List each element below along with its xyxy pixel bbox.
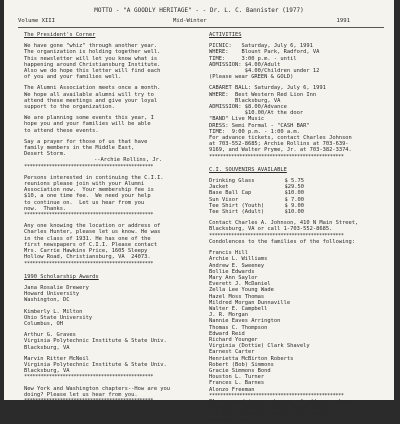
- issue-season: Mid-Winter: [173, 18, 207, 24]
- presidents-paragraph-1: [24, 43, 194, 80]
- text-line: For advance tickets, contact Charles Johnson: [209, 135, 352, 142]
- condolence-name: Andrew E. Sweeney: [209, 262, 265, 269]
- star-divider: ***********************************************: [24, 260, 154, 267]
- star-divider: *************************************************: [209, 232, 344, 239]
- address-change-notice: [209, 399, 389, 424]
- souvenirs-heading: C.I. SOUVENIRS AVAILABLE: [209, 166, 287, 173]
- award-location: Blacksburg, VA: [24, 368, 70, 375]
- text-line: of you and your families well.: [24, 74, 122, 81]
- condolence-name: J. R. Morgan: [209, 312, 248, 319]
- star-divider: *************************************************: [209, 153, 344, 160]
- text-line: support to the organization.: [24, 104, 115, 111]
- award-location: Columbus, OH: [24, 320, 63, 327]
- souvenir-name: Jacket: [209, 184, 229, 191]
- text-line: ADMISSION: $8.00/Advance: [209, 104, 287, 111]
- text-line: now. Thanks.: [24, 205, 67, 212]
- text-line: $10.00/At the door: [209, 110, 304, 117]
- condolence-name: Francis Hill: [209, 250, 248, 257]
- header-rule: [18, 27, 384, 28]
- award-location: Washington, DC: [24, 297, 70, 304]
- text-line: WHERE: Blount Park, Radford, VA: [209, 49, 320, 56]
- text-line: Say a prayer for those of us that have: [24, 138, 148, 145]
- condolences-list: [209, 250, 389, 393]
- text-line: Blacksburg, VA or call 1-703-552-8685.: [209, 226, 333, 233]
- award-school: Virginia Polytechnic Institute & State Univ.: [24, 361, 167, 368]
- scholarship-award: [24, 309, 194, 328]
- souvenir-price: $ 5.75: [284, 178, 304, 185]
- souvenir-price: $29.50: [284, 184, 304, 191]
- condolence-name: Earnest Carter: [209, 349, 255, 356]
- text-line: to continue on. Let us hear from you: [24, 199, 145, 206]
- text-line: Charles Hunter, please let us know. He was: [24, 229, 161, 236]
- award-recipient: Marvin Ritter McNeil: [24, 355, 89, 362]
- text-line: to attend these events.: [24, 127, 99, 134]
- text-line: first newspapers of C.I.I. Please contact: [24, 241, 158, 248]
- award-school: Virginia Polytechnic Institute & State Univ.: [24, 338, 167, 345]
- condolence-name: Everett J. McDaniel: [209, 281, 271, 288]
- text-line: Please send in any changes of address, phone: [209, 398, 352, 405]
- star-divider: ***********************************************: [24, 163, 154, 170]
- newsletter-page: [4, 0, 394, 424]
- condolence-name: Alonzo Freeman: [209, 386, 255, 393]
- text-line: accurate records.: [209, 417, 265, 424]
- souvenir-price: $10.00: [284, 190, 304, 197]
- award-school: Ohio State University: [24, 314, 93, 321]
- souvenir-price: $ 7.00: [284, 196, 304, 203]
- condolence-name: Virginia (Dottie) Clark Shavely: [209, 343, 310, 350]
- award-recipient: Arthur G. Graves: [24, 332, 76, 339]
- condolence-name: Walter E. Campbell: [209, 305, 268, 312]
- text-line: Any one knowing the location or address of: [24, 223, 161, 230]
- text-line: WHERE: Best Western Red Lion Inn: [209, 91, 317, 98]
- award-recipient: Kimberly L. Milton: [24, 308, 83, 315]
- souvenir-item: [209, 209, 304, 215]
- scholarship-heading: 1990 Scholarship Awards: [24, 273, 99, 280]
- souvenir-price: $10.00: [284, 209, 304, 216]
- scholarship-award: [24, 332, 194, 351]
- presidents-paragraph-3: [24, 115, 194, 134]
- condolence-name: Nannie Eaves Arrington: [209, 318, 281, 325]
- newsletter-motto: MOTTO - "A GOODLY HERITAGE" - - Dr. L. C. Bannister (1977): [94, 7, 304, 14]
- text-line: This newsletter will let you know what is: [24, 55, 158, 62]
- text-line: DRESS: Semi Formal - "CASH BAR": [209, 122, 310, 129]
- chapters-notice: [24, 386, 194, 398]
- souvenir-name: Tee Shirt (Adult): [209, 209, 265, 216]
- text-line: PICNIC: Saturday, July 6, 1991: [209, 43, 313, 50]
- souvenir-name: Tee Shirt (Youth): [209, 202, 265, 209]
- text-line: We have gone "whiz" through another year.: [24, 43, 158, 50]
- condolence-name: Henrietta McBirton Roberts: [209, 355, 294, 362]
- star-divider: *************************************************: [209, 392, 344, 399]
- souvenir-contact: [209, 220, 389, 232]
- activities-heading: ACTIVITIES: [209, 32, 242, 38]
- condolence-name: Bollie Edwards: [209, 268, 255, 275]
- text-line: New York and Washington chapters--How are you: [24, 385, 171, 392]
- picnic-event: [209, 43, 389, 80]
- volume-line: [18, 18, 380, 26]
- star-divider: ***********************************************: [24, 374, 154, 381]
- text-line: family members in the Middle East,: [24, 145, 135, 152]
- presidents-paragraph-2: [24, 85, 194, 110]
- souvenir-list: [209, 178, 389, 215]
- text-line: We are planning some events this year, I: [24, 115, 154, 122]
- condolence-name: Mildred Morgan Dunnaville: [209, 299, 291, 306]
- text-line: C.I.A.A. This will help us in keeping: [209, 411, 330, 418]
- text-line: hope you and your families will be able: [24, 121, 151, 128]
- condolence-name: Hazel Moss Thomas: [209, 293, 265, 300]
- left-column: [24, 30, 194, 404]
- text-line: in the class of 1931. He has one of the: [24, 235, 151, 242]
- text-line: Association now. Your membership fee is: [24, 187, 154, 194]
- award-recipient: Jana Rosalie Drewery: [24, 284, 89, 291]
- text-line: The Alumni Association meets once a month.: [24, 85, 161, 92]
- condolences-intro: Condolences to the families of the following:: [209, 238, 356, 245]
- cabaret-ball-event: [209, 85, 389, 153]
- condolence-name: Richard Younger: [209, 336, 258, 343]
- award-location: Blacksburg, VA: [24, 344, 70, 351]
- text-line: We hope all available alumni will try to: [24, 91, 154, 98]
- text-line: TIME: 9:00 p.m. - 1:00 a.m.: [209, 128, 300, 135]
- text-line: numbers or deaths to any member of the: [209, 405, 333, 412]
- text-line: 9169, and Walter Pryme, Jr. at 703-382-3374.: [209, 147, 352, 154]
- souvenir-name: Drinking Glass: [209, 178, 255, 185]
- condolence-name: Mary Ann Saylor: [209, 274, 258, 281]
- condolence-name: Thomas C. Thompson: [209, 324, 268, 331]
- charles-hunter-notice: [24, 223, 194, 260]
- condolence-name: Edward Reid: [209, 330, 245, 337]
- condolence-name: Gracie Simmons Bond: [209, 367, 271, 374]
- souvenir-name: Sun Visor: [209, 196, 239, 203]
- text-line: Mrs. Carrie Hawkins Price, 1605 Sleepy: [24, 248, 148, 255]
- star-divider: ***********************************************: [24, 397, 154, 404]
- souvenir-name: Base Ball Cap: [209, 190, 252, 197]
- text-line: at 703-552-8685; Archie Rollins at 703-639-: [209, 141, 349, 148]
- text-line: TIME: 3:00 p.m. - until: [209, 55, 297, 62]
- text-line: Desert Storm.: [24, 151, 67, 158]
- text-line: happening around Christiansburg Institute.: [24, 61, 161, 68]
- souvenir-price: $ 9.00: [284, 202, 304, 209]
- membership-notice: [24, 175, 194, 212]
- star-divider: ***********************************************: [24, 212, 154, 219]
- text-line: (Please wear GREEN & GOLD): [209, 74, 294, 81]
- condolence-name: Houston L. Turner: [209, 374, 265, 381]
- issue-year: 1991: [336, 18, 350, 24]
- text-line: $10, a one time fee. We need your help: [24, 193, 151, 200]
- text-line: The organization is holding together well.: [24, 49, 161, 56]
- text-line: Also we do hope this letter will find each: [24, 68, 161, 75]
- presidents-corner-heading: The President's Corner: [24, 32, 96, 38]
- text-line: attend these meetings and give your loyal: [24, 97, 158, 104]
- text-line: Contact Charles A. Johnson, 410 N Main Street,: [209, 220, 359, 227]
- text-line: doing? Please let us hear from you.: [24, 391, 138, 398]
- text-line: Blacksburg, VA: [209, 97, 281, 104]
- text-line: ADMISSION: $4.00/Adult: [209, 61, 281, 68]
- volume-number: Volume XIII: [18, 18, 56, 24]
- condolence-name: Frances L. Barnes: [209, 380, 265, 387]
- condolence-name: Robert (Bob) Simmons: [209, 361, 274, 368]
- condolence-name: Archie L. Williams: [209, 256, 268, 263]
- text-line: "BAND" Live Music: [209, 116, 265, 123]
- scholarship-award: [24, 285, 194, 304]
- text-line: $4.00/Children under 12: [209, 68, 320, 75]
- presidents-signature: --Archie Rollins, Jr.: [94, 157, 163, 164]
- text-line: Hollow Road, Christiansburg, VA 24073.: [24, 254, 151, 261]
- text-line: Persons interested in continuing the C.I.I.: [24, 174, 164, 181]
- scholarship-award: [24, 356, 194, 375]
- text-line: CABARET BALL: Saturday, July 6, 1991: [209, 85, 326, 92]
- presidents-paragraph-4: [24, 139, 194, 158]
- text-line: reunions please join with your Alumni: [24, 181, 145, 188]
- award-school: Howard University: [24, 291, 80, 298]
- condolence-name: Zella Lee Young Wade: [209, 287, 274, 294]
- right-column: [209, 30, 389, 424]
